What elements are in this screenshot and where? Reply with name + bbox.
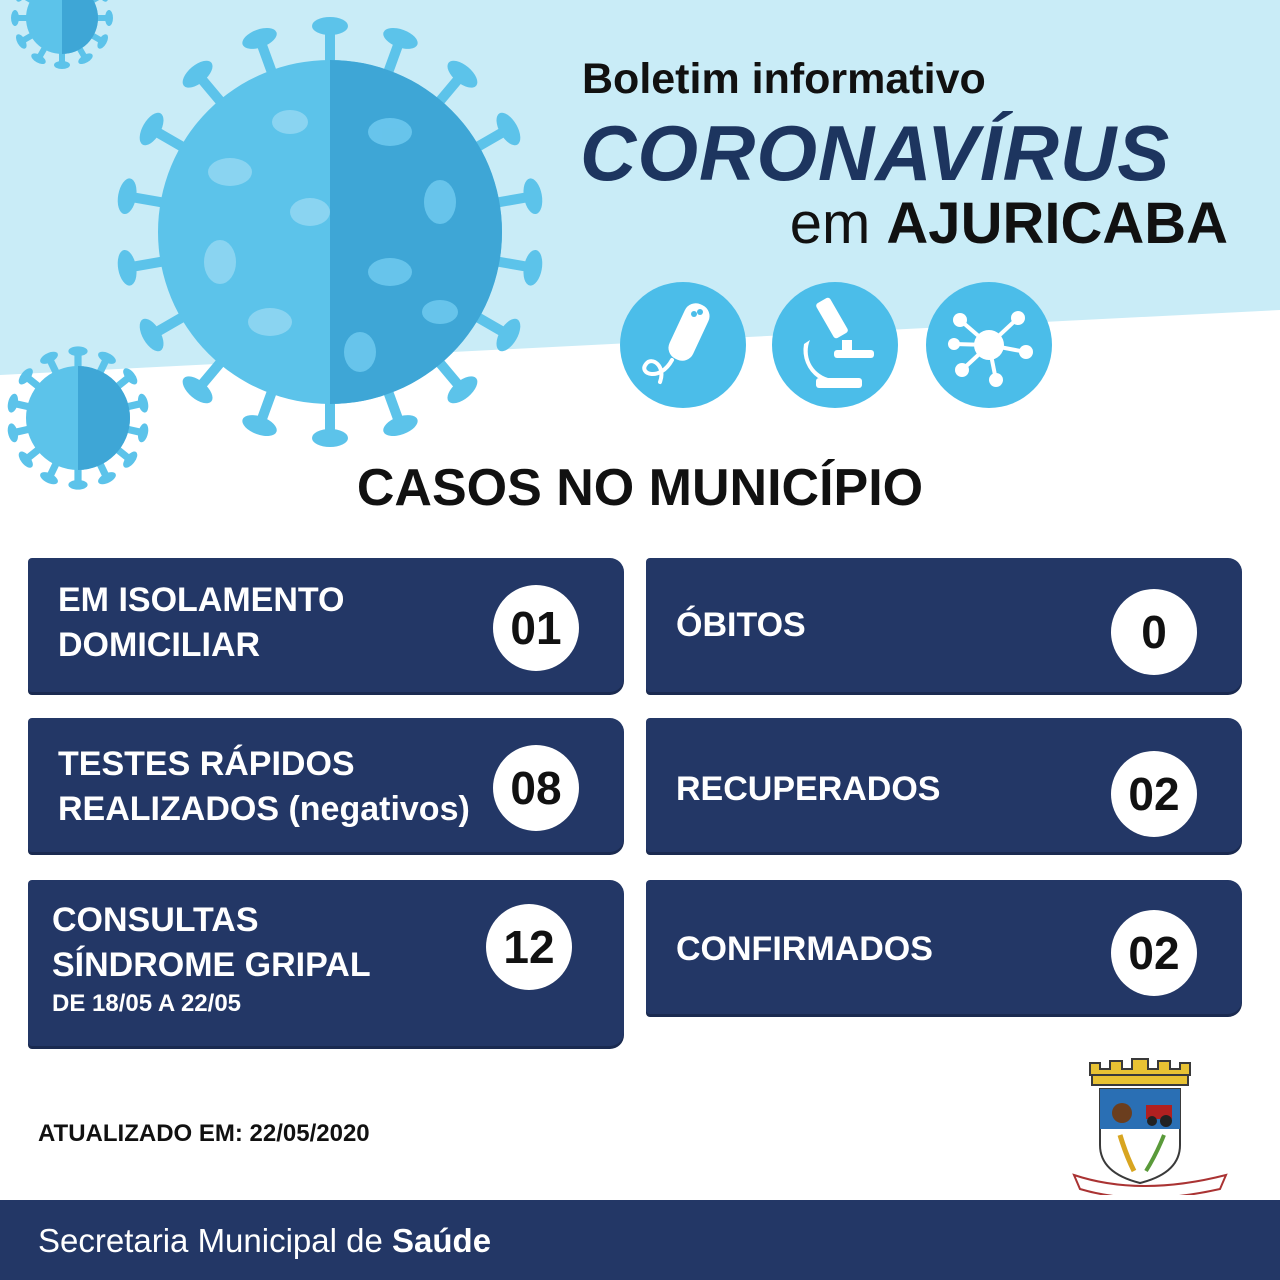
card-label-period: DE 18/05 A 22/05 xyxy=(52,990,242,1017)
microscope-icon xyxy=(772,282,898,408)
city-name: AJURICABA xyxy=(886,191,1228,256)
card-label xyxy=(58,742,470,832)
card-label-line1: CONSULTAS xyxy=(52,901,259,939)
card-isolamento xyxy=(28,558,624,692)
city-prefix: em xyxy=(789,191,871,256)
card-label-line1: EM ISOLAMENTO xyxy=(58,581,345,619)
card-obitos xyxy=(646,558,1242,692)
bulletin-title: CORONAVÍRUS xyxy=(580,109,1171,197)
card-value: 08 xyxy=(493,745,579,831)
card-label-line2: SÍNDROME GRIPAL xyxy=(52,946,371,984)
bulletin-subtitle: Boletim informativo xyxy=(582,55,986,103)
card-label-line1: TESTES RÁPIDOS xyxy=(58,745,355,783)
card-label: RECUPERADOS xyxy=(676,770,941,808)
updated-date: ATUALIZADO EM: 22/05/2020 xyxy=(38,1120,370,1147)
card-label xyxy=(52,898,371,1020)
card-confirmados xyxy=(646,880,1242,1014)
card-value: 02 xyxy=(1111,910,1197,996)
card-label: CONFIRMADOS xyxy=(676,930,933,968)
footer-text-bold: Saúde xyxy=(392,1222,492,1259)
section-heading: CASOS NO MUNICÍPIO xyxy=(356,459,924,517)
molecule-icon xyxy=(926,282,1052,408)
municipal-crest-icon xyxy=(1060,1055,1240,1195)
footer-text-prefix: Secretaria Municipal de xyxy=(38,1222,383,1259)
bulletin-city-line xyxy=(790,190,1228,257)
card-testes xyxy=(28,718,624,852)
card-label: ÓBITOS xyxy=(676,606,806,644)
card-value: 01 xyxy=(493,585,579,671)
footer-bar xyxy=(0,1200,1280,1280)
card-label xyxy=(58,578,345,668)
card-consultas xyxy=(28,880,624,1046)
swab-icon xyxy=(620,282,746,408)
footer-text xyxy=(38,1222,491,1260)
card-value: 0 xyxy=(1111,589,1197,675)
card-value: 12 xyxy=(486,904,572,990)
card-recuperados xyxy=(646,718,1242,852)
card-label-line2: REALIZADOS (negativos) xyxy=(58,790,470,828)
card-value: 02 xyxy=(1111,751,1197,837)
card-label-line2: DOMICILIAR xyxy=(58,626,261,664)
